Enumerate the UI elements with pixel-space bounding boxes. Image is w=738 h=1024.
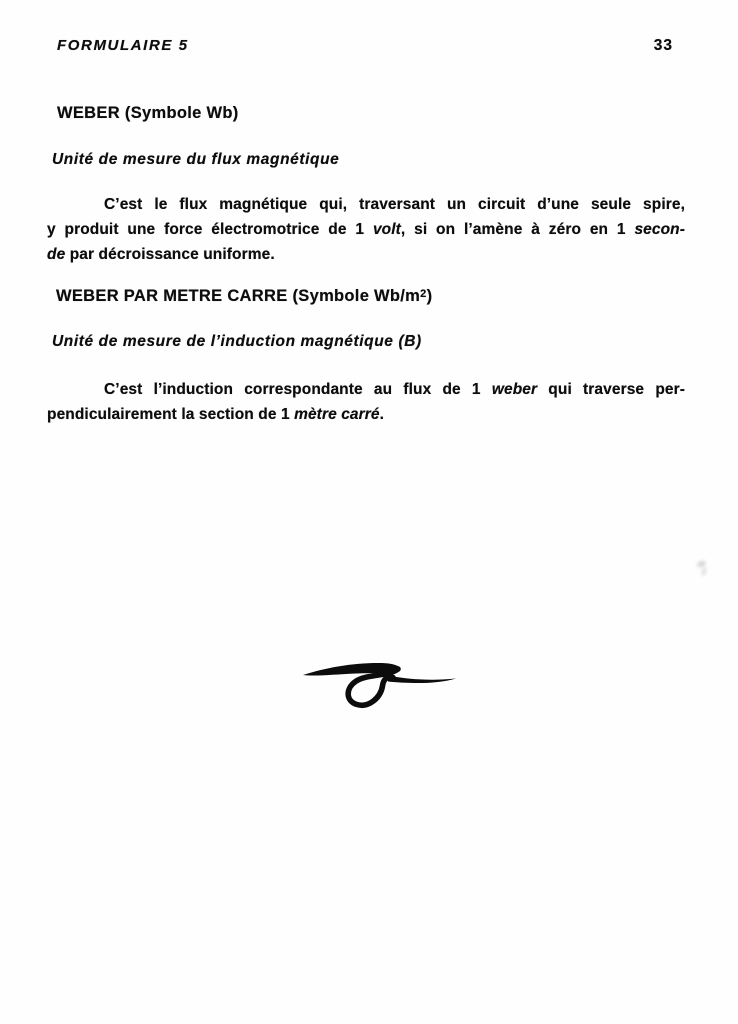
text-run: pendiculairement la section de 1 — [47, 406, 295, 423]
scan-smudge-mark — [695, 558, 711, 580]
symbol-suffix: ) — [426, 287, 433, 305]
symbol-superscript: 2 — [420, 288, 427, 300]
section-subheading-flux: Unité de mesure du flux magnétique — [52, 151, 340, 168]
text-run: C’est l’induction correspondante au flux de 1 — [104, 381, 492, 398]
flourish-tail-stroke — [388, 676, 456, 684]
text-run: , si on l’amène à zéro en 1 — [400, 221, 635, 238]
text-run-italic: weber — [491, 381, 538, 398]
section-heading-weber-m2 — [56, 286, 432, 306]
text-run: C’est le flux magnétique qui, traversant un circuit d’une seule spire, — [104, 196, 685, 213]
smudge-dot — [701, 567, 707, 577]
paragraph-line — [47, 377, 685, 402]
text-run: y produit une force électromotrice de 1 — [47, 221, 373, 238]
page-number: 33 — [653, 37, 673, 54]
paragraph-line — [47, 217, 685, 242]
text-run: qui traverse per- — [537, 381, 685, 398]
text-run-italic: de — [47, 246, 66, 263]
heading-symbol: (Symbole Wb) — [124, 104, 239, 122]
flourish-loop-stroke — [348, 669, 398, 705]
handwritten-flourish-icon — [296, 648, 464, 712]
document-title: FORMULAIRE 5 — [57, 37, 189, 54]
heading-term: WEBER PAR METRE CARRE — [56, 287, 288, 305]
paragraph-weber-definition — [47, 192, 685, 267]
text-run-italic: secon- — [634, 221, 686, 238]
paragraph-line — [47, 192, 685, 217]
symbol-prefix: (Symbole Wb/m — [292, 287, 421, 305]
section-heading-weber — [57, 103, 239, 123]
text-run: . — [379, 406, 385, 423]
text-run-italic: volt — [372, 221, 401, 238]
paragraph-line — [47, 402, 685, 427]
heading-term: WEBER — [57, 104, 120, 122]
heading-symbol — [293, 287, 433, 305]
paragraph-weber-m2-definition — [47, 377, 685, 427]
section-subheading-induction: Unité de mesure de l’induction magnétique (B) — [52, 333, 422, 350]
paragraph-line — [47, 242, 685, 267]
running-header — [57, 37, 673, 55]
text-run: par décroissance uniforme. — [65, 246, 275, 263]
text-run-italic: mètre carré — [294, 406, 380, 423]
